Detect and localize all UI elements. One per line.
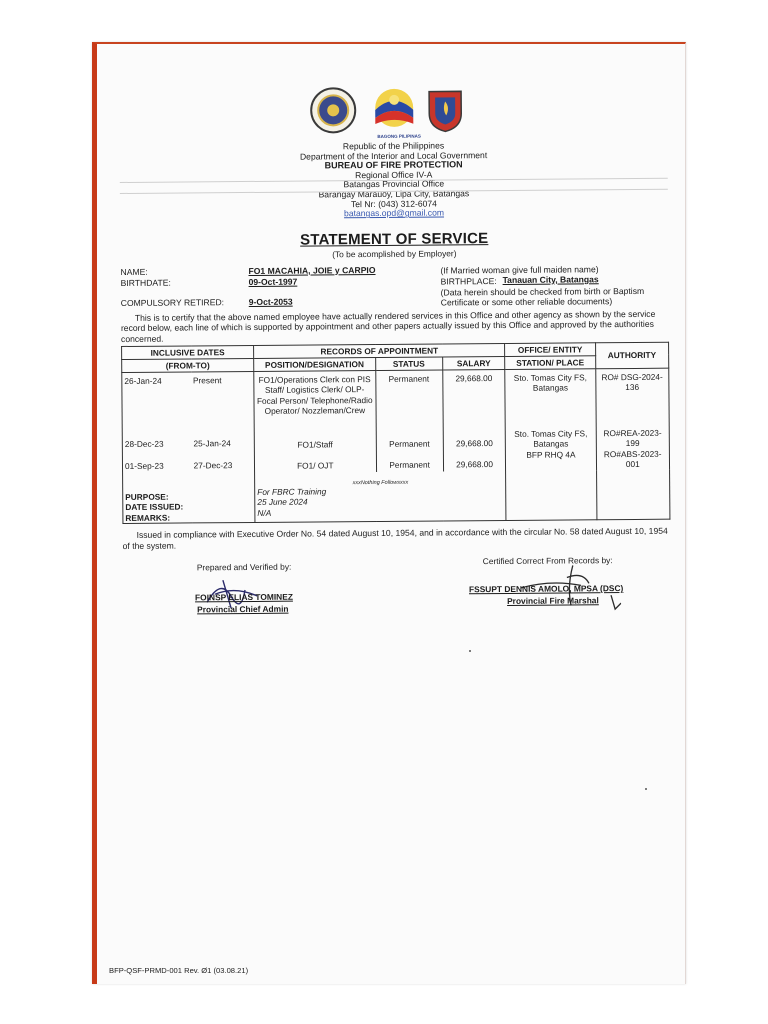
birthplace-value: Tanauan City, Batangas bbox=[502, 273, 599, 285]
row-to: 27-Dec-23 bbox=[193, 459, 233, 471]
header-office: OFFICE/ ENTITY bbox=[505, 343, 595, 357]
bagong-pilipinas-logo bbox=[371, 86, 417, 132]
retired-value: 9-Oct-2053 bbox=[248, 296, 293, 307]
row-position: FO1/ OJT bbox=[297, 460, 334, 471]
scan-speck bbox=[469, 650, 471, 652]
letterhead bbox=[119, 140, 668, 221]
retired-label: COMPULSORY RETIRED: bbox=[120, 296, 225, 308]
scan-speck bbox=[645, 788, 647, 790]
row-salary: 29,668.00 bbox=[456, 459, 494, 470]
data-note: Certificate or some other reliable documents) bbox=[440, 295, 613, 308]
document-page bbox=[92, 42, 686, 984]
bfp-seal-logo bbox=[425, 85, 465, 133]
row-station: BFP RHQ 4A bbox=[526, 449, 576, 460]
purpose-value: For FBRC Training bbox=[257, 485, 327, 497]
address-line: Barangay Marauoy, Lipa City, Batangas bbox=[318, 188, 470, 200]
row-from: 26-Jan-24 bbox=[124, 375, 162, 386]
header-from-to: (FROM-TO) bbox=[122, 358, 254, 372]
purpose-label: PURPOSE: bbox=[125, 491, 169, 502]
row-authority: RO#REA-2023-199 bbox=[603, 427, 662, 449]
row-position: FO1/Staff bbox=[297, 439, 333, 450]
row-from: 28-Dec-23 bbox=[124, 439, 164, 450]
table-row bbox=[122, 368, 670, 473]
document-content bbox=[119, 80, 671, 639]
date-issued-label: DATE ISSUED: bbox=[125, 501, 184, 513]
prepared-label: Prepared and Verified by: bbox=[196, 561, 292, 573]
header-station: STATION/ PLACE bbox=[505, 356, 595, 370]
agency-name: BUREAU OF FIRE PROTECTION bbox=[324, 159, 463, 171]
birthdate-label: BIRTHDATE: bbox=[120, 277, 171, 288]
dilg-seal-logo bbox=[309, 86, 357, 134]
row-authority: RO# DSG-2024-136 bbox=[601, 371, 663, 393]
document-subtitle: (To be acomplished by Employer) bbox=[332, 248, 457, 260]
row-station: Sto. Tomas City FS, Batangas bbox=[513, 372, 587, 394]
header-inclusive-dates: INCLUSIVE DATES bbox=[122, 345, 254, 359]
header-records: RECORDS OF APPOINTMENT bbox=[254, 343, 506, 358]
issued-paragraph: Issued in compliance with Executive Order No. 54 dated August 10, 1954, and in accordance with the circular No. 58 dated August 10, 1954 of the system. bbox=[122, 526, 668, 551]
prepared-position: Provincial Chief Admin bbox=[197, 603, 289, 615]
row-position: FO1/Operations Clerk con PIS Staff/ Logistics Clerk/ OLP-Focal Person/ Telephone/Radio Operator/ Nozzleman/Crew bbox=[256, 374, 373, 417]
email-link[interactable]: batangas.opd@gmail.com bbox=[343, 207, 445, 219]
service-record-table bbox=[121, 342, 670, 525]
row-status: Permanent bbox=[389, 438, 430, 449]
date-issued-value: 25 June 2024 bbox=[257, 496, 308, 508]
employee-info bbox=[120, 262, 668, 312]
remarks-value: N/A bbox=[257, 507, 272, 518]
birthdate-value: 09-Oct-1997 bbox=[248, 276, 298, 287]
certified-position: Provincial Fire Marshal bbox=[507, 595, 599, 607]
birthplace-label: BIRTHPLACE: bbox=[440, 275, 497, 287]
row-station: Sto. Tomas City FS, Batangas bbox=[514, 428, 588, 450]
row-to: Present bbox=[192, 375, 222, 386]
certified-label: Certified Correct From Records by: bbox=[482, 555, 613, 567]
certified-name: FSSUPT DENNIS AMOLO, MPSA (DSC) bbox=[468, 583, 624, 595]
remarks-label: REMARKS: bbox=[125, 512, 171, 523]
name-label: NAME: bbox=[120, 266, 148, 277]
logo-caption: BAGONG PILIPINAS bbox=[377, 133, 421, 139]
nothing-follows: xxxNothing Followsxxx bbox=[352, 479, 409, 486]
row-status: Permanent bbox=[389, 459, 430, 471]
department-line: Department of the Interior and Local Government bbox=[299, 149, 488, 162]
employee-name: FO1 MACAHIA, JOIE y CARPIO bbox=[248, 264, 376, 276]
form-code: BFP-QSF-PRMD-001 Rev. Ø1 (03.08.21) bbox=[109, 966, 249, 975]
row-status: Permanent bbox=[388, 373, 430, 384]
prepared-name: FOINSP ELIAS TOMINEZ bbox=[194, 591, 293, 603]
certification-paragraph: This is to certify that the above named employee have actually rendered services in this Office and other agency as shown by the service record below, each line of which is supported by appointment and other papers actually issued by this Office and approved by the authorities concerned. bbox=[120, 308, 656, 344]
header-authority: AUTHORITY bbox=[595, 342, 669, 369]
married-note: (If Married woman give full maiden name) bbox=[440, 263, 599, 276]
data-note: (Data herein should be checked from birth or Baptism bbox=[440, 285, 645, 298]
header-status: STATUS bbox=[375, 357, 442, 371]
header-position: POSITION/DESIGNATION bbox=[254, 357, 376, 371]
office-line: Batangas Provincial Office bbox=[343, 178, 445, 190]
document-title: STATEMENT OF SERVICE bbox=[300, 229, 489, 249]
letterhead-logos bbox=[119, 80, 667, 142]
telephone-line: Tel Nr: (043) 312-6074 bbox=[350, 198, 437, 209]
signatories bbox=[123, 555, 672, 639]
header-salary: SALARY bbox=[442, 356, 505, 369]
row-authority: RO#ABS-2023-001 bbox=[603, 448, 662, 470]
region-line: Regional Office IV-A bbox=[355, 169, 433, 180]
table-footer-row bbox=[123, 469, 670, 524]
row-from: 01-Sep-23 bbox=[124, 460, 164, 471]
row-to: 25-Jan-24 bbox=[193, 438, 231, 449]
row-salary: 29,668.00 bbox=[455, 438, 493, 449]
republic-line: Republic of the Philippines bbox=[342, 140, 445, 152]
row-salary: 29,668.00 bbox=[455, 373, 493, 384]
